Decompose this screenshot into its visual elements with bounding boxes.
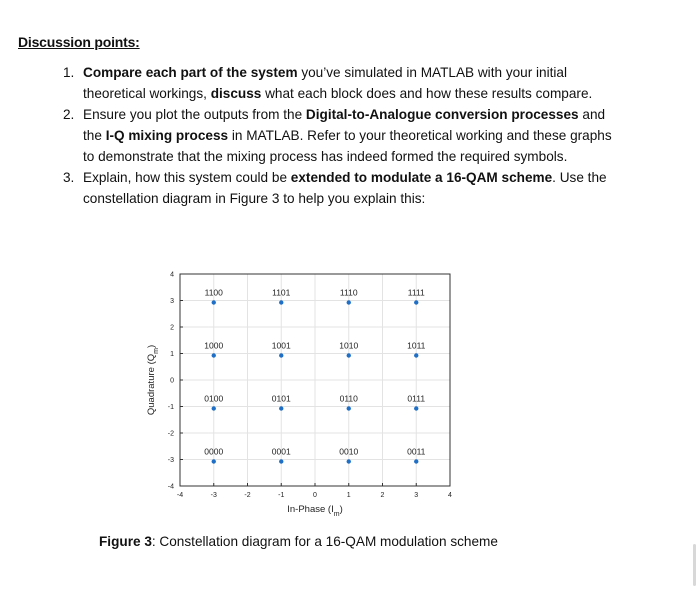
y-tick-label: -3: [167, 457, 174, 464]
point-label: 1100: [204, 287, 223, 298]
constellation-point: [414, 353, 418, 357]
point-text-bold: Compare each part of the system: [83, 65, 298, 80]
point-label: 1000: [204, 340, 224, 351]
point-label: 0101: [271, 393, 291, 404]
point-label: 0001: [271, 446, 291, 457]
point-text: . Use the constellation diagram in Figure 3 to help you explain this:: [83, 170, 607, 206]
x-tick-label: -4: [176, 492, 184, 499]
x-tick-label: 2: [380, 492, 385, 499]
y-tick-label: 3: [170, 298, 174, 305]
constellation-point: [347, 353, 351, 357]
point-number: 1.: [63, 65, 75, 80]
y-tick-label: 1: [170, 351, 174, 358]
constellation-point: [414, 406, 418, 410]
x-tick-label: 0: [313, 492, 317, 499]
y-tick-label: -2: [167, 430, 174, 438]
constellation-point: [279, 459, 283, 463]
discussion-point: [63, 62, 623, 104]
y-tick-label: -1: [167, 404, 174, 411]
x-tick-label: -1: [278, 492, 285, 499]
constellation-point: [347, 459, 351, 463]
point-label: 0011: [407, 446, 426, 457]
point-label: 0100: [204, 393, 224, 404]
constellation-point: [414, 459, 418, 463]
point-text: in MATLAB. Refer to your theoretical working and these graphs to demonstrate that the mixing process has indeed formed the required symbols.: [83, 128, 612, 164]
point-label: 1011: [407, 340, 426, 351]
y-tick-label: 4: [170, 271, 174, 279]
point-number: 2.: [63, 107, 75, 122]
discussion-point: [63, 167, 623, 209]
constellation-point: [212, 459, 216, 463]
scrollbar[interactable]: [693, 544, 696, 586]
constellation-point: [212, 406, 216, 410]
point-number: 3.: [63, 170, 75, 185]
point-label: 1101: [272, 287, 291, 298]
discussion-point: [63, 104, 623, 167]
caption-label: Figure 3: [99, 534, 152, 549]
constellation-point: [212, 300, 216, 304]
constellation-point: [279, 300, 283, 304]
point-text-bold: extended to modulate a 16-QAM scheme: [290, 170, 553, 185]
point-text: you’ve simulated in MATLAB with your initial theoretical workings,: [83, 65, 568, 101]
constellation-chart: [140, 268, 470, 523]
point-text-bold: I-Q mixing process: [105, 128, 229, 143]
point-text: what each block does and how these results compare.: [261, 86, 593, 101]
constellation-point: [212, 353, 216, 357]
x-tick-label: -3: [210, 492, 217, 499]
point-text-bold: Digital-to-Analogue conversion processes: [305, 107, 579, 122]
point-label: 0010: [339, 446, 359, 457]
y-axis-label: Quadrature $(Q_m)$: [146, 344, 160, 416]
discussion-points-list: [63, 62, 623, 209]
point-label: 0111: [407, 393, 426, 404]
constellation-point: [347, 406, 351, 410]
x-tick-label: 4: [448, 492, 452, 499]
point-text: and the: [83, 107, 606, 143]
point-label: 0110: [339, 393, 358, 404]
caption-text: : Constellation diagram for a 16-QAM modulation scheme: [151, 534, 498, 549]
figure-caption: [99, 534, 498, 549]
point-text-bold: discuss: [210, 86, 262, 101]
section-heading: Discussion points:: [18, 34, 140, 50]
point-label: 1110: [339, 287, 358, 298]
point-text: Explain, how this system could be: [83, 170, 291, 185]
constellation-point: [279, 406, 283, 410]
constellation-point: [347, 300, 351, 304]
point-label: 1111: [407, 287, 425, 298]
constellation-figure: [140, 268, 470, 528]
point-label: 1001: [271, 340, 291, 351]
x-axis-label: In-Phase $(I_m)$: [287, 504, 343, 518]
point-label: 0000: [204, 446, 224, 457]
y-tick-label: 0: [170, 377, 174, 385]
point-label: 1010: [339, 340, 359, 351]
y-tick-label: 2: [170, 324, 174, 332]
constellation-point: [279, 353, 283, 357]
x-tick-label: -2: [244, 492, 251, 499]
x-tick-label: 3: [414, 492, 419, 499]
constellation-point: [414, 300, 418, 304]
y-tick-label: -4: [167, 483, 174, 491]
x-tick-label: 1: [346, 492, 351, 499]
point-text: Ensure you plot the outputs from the: [83, 107, 306, 122]
